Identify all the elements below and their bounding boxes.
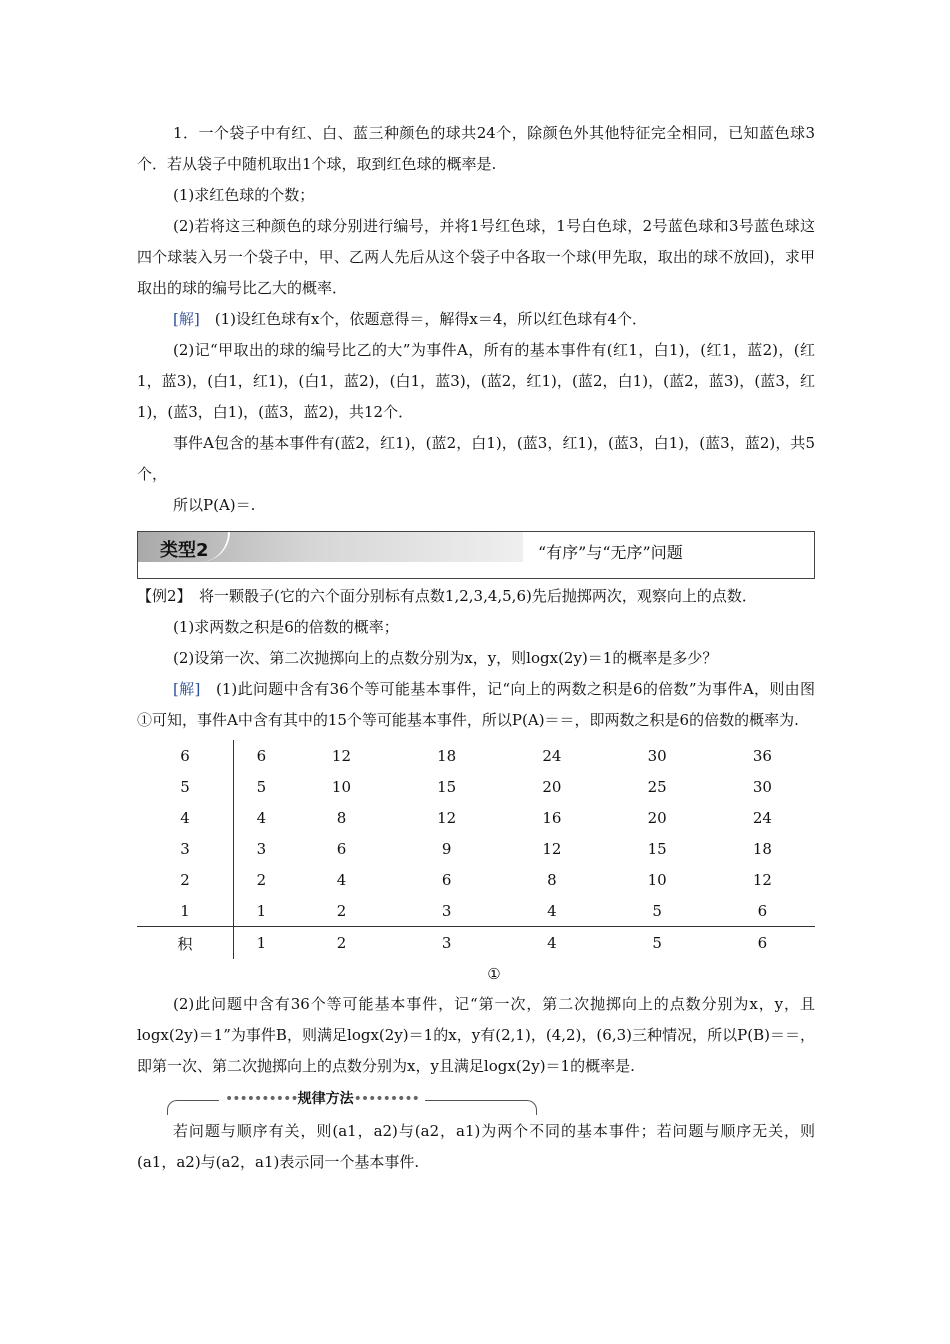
table-cell: 6 bbox=[256, 746, 267, 765]
table-cell: 20 bbox=[542, 777, 562, 796]
table-cell: 12 bbox=[542, 839, 562, 858]
problem1-solution-4: 所以P(A)＝. bbox=[173, 496, 256, 514]
table-cell: 2 bbox=[137, 864, 234, 895]
table-cell: 15 bbox=[647, 839, 667, 858]
table-cell: 6 bbox=[710, 895, 815, 927]
example2-solution-2: (2)此问题中含有36个等可能基本事件，记“第一次，第二次抛掷向上的点数分别为x，y，且logx(2y)＝1”为事件B，则满足logx(2y)＝1的x，y有(2,1)，(4,2)，(6,3)三种情况，所以P(B)＝＝，即第一次、第二次抛掷向上的点数分别为x，y且满足logx(2y)＝1的概率是. bbox=[137, 995, 815, 1075]
table-row bbox=[137, 771, 815, 802]
table-footer-cell: 6 bbox=[757, 934, 768, 952]
solution-tag: [解] bbox=[173, 310, 200, 328]
table-cell: 6 bbox=[441, 870, 452, 889]
problem1-solution-1 bbox=[137, 304, 815, 335]
table-footer-cell: 积 bbox=[137, 927, 234, 960]
table-cell: 30 bbox=[647, 746, 667, 765]
problem1-intro: 1．一个袋子中有红、白、蓝三种颜色的球共24个，除颜色外其他特征完全相同，已知蓝色球3个．若从袋子中随机取出1个球，取到红色球的概率是. bbox=[137, 124, 815, 173]
table-cell: 5 bbox=[137, 771, 234, 802]
figure-caption: ① bbox=[487, 965, 501, 983]
table-row bbox=[137, 833, 815, 864]
table-cell: 10 bbox=[647, 870, 667, 889]
table-row bbox=[137, 864, 815, 895]
table-cell: 4 bbox=[336, 870, 347, 889]
rule-dots-right: ••••••••• bbox=[353, 1091, 419, 1107]
table-footer-cell: 1 bbox=[256, 934, 267, 952]
solution-text: (1)设红色球有x个，依题意得＝，解得x＝4，所以红色球有4个． bbox=[199, 310, 647, 328]
table-cell: 5 bbox=[605, 895, 710, 927]
table-cell: 12 bbox=[752, 870, 772, 889]
table-cell: 6 bbox=[336, 839, 347, 858]
problem1-solution-2: (2)记“甲取出的球的编号比乙的大”为事件A，所有的基本事件有(红1，白1)，(红1，蓝2)，(红1，蓝3)，(白1，红1)，(白1，蓝2)，(白1，蓝3)，(蓝2，红1)，(蓝2，白1)，(蓝2，蓝3)，(蓝3，红1)，(蓝3，白1)，(蓝3，蓝2)，共12个． bbox=[137, 341, 815, 421]
product-table bbox=[137, 740, 815, 959]
table-cell: 3 bbox=[394, 895, 499, 927]
table-row bbox=[137, 895, 815, 927]
table-footer-cell: 4 bbox=[547, 934, 557, 952]
table-cell: 1 bbox=[137, 895, 234, 927]
table-cell: 24 bbox=[752, 808, 772, 827]
table-cell: 10 bbox=[331, 777, 352, 796]
example2-question-1: (1)求两数之积是6的倍数的概率； bbox=[173, 618, 399, 636]
table-cell: 20 bbox=[647, 808, 667, 827]
rule-text: 若问题与顺序有关，则(a1，a2)与(a2，a1)为两个不同的基本事件；若问题与顺序无关，则(a1，a2)与(a2，a1)表示同一个基本事件. bbox=[137, 1122, 815, 1171]
table-cell: 8 bbox=[336, 808, 347, 827]
table-row bbox=[137, 740, 815, 771]
table-cell: 4 bbox=[137, 802, 234, 833]
table-cell: 15 bbox=[437, 777, 457, 796]
table-cell: 2 bbox=[256, 870, 267, 889]
table-cell: 12 bbox=[331, 746, 352, 765]
table-footer-row bbox=[137, 927, 815, 960]
table-cell: 12 bbox=[437, 808, 457, 827]
section-label: 类型2 bbox=[160, 540, 209, 561]
example2-head: 【例2】 将一颗骰子(它的六个面分别标有点数1,2,3,4,5,6)先后抛掷两次，观察向上的点数． bbox=[137, 587, 757, 605]
table-cell: 4 bbox=[256, 808, 267, 827]
table-cell: 3 bbox=[256, 839, 267, 858]
problem1-solution-3: 事件A包含的基本事件有(蓝2，红1)，(蓝2，白1)，(蓝3，红1)，(蓝3，白1)，(蓝3，蓝2)，共5个， bbox=[137, 434, 815, 483]
example2-question-2: (2)设第一次、第二次抛掷向上的点数分别为x，y，则logx(2y)＝1的概率是多少？ bbox=[173, 649, 718, 667]
rule-label: 规律方法 bbox=[297, 1091, 354, 1107]
section-header bbox=[137, 531, 815, 579]
table-cell: 8 bbox=[547, 870, 557, 889]
table-cell: 6 bbox=[137, 740, 234, 771]
example2-solution-1 bbox=[137, 674, 815, 736]
table-row bbox=[137, 802, 815, 833]
section-title: “有序”与“无序”问题 bbox=[538, 543, 683, 562]
table-cell: 4 bbox=[499, 895, 604, 927]
table-cell: 36 bbox=[752, 746, 772, 765]
table-cell: 9 bbox=[441, 839, 452, 858]
table-cell: 16 bbox=[542, 808, 562, 827]
problem1-question-2: (2)若将这三种颜色的球分别进行编号，并将1号红色球，1号白色球，2号蓝色球和3号蓝色球这四个球装入另一个袋子中，甲、乙两人先后从这个袋子中各取一个球(甲先取，取出的球不放回)，求甲取出的球的编号比乙大的概率． bbox=[137, 217, 815, 297]
table-cell: 5 bbox=[256, 777, 267, 796]
rule-header bbox=[167, 1088, 537, 1116]
table-footer-cell: 2 bbox=[336, 934, 347, 952]
table-cell: 18 bbox=[752, 839, 772, 858]
solution-tag: [解] bbox=[173, 680, 201, 698]
table-cell: 3 bbox=[137, 833, 234, 864]
table-cell: 2 bbox=[289, 895, 394, 927]
document-page bbox=[137, 118, 815, 1178]
table-cell: 18 bbox=[437, 746, 457, 765]
rule-label-group bbox=[219, 1088, 425, 1108]
solution-text: (1)此问题中含有36个等可能基本事件，记“向上的两数之积是6的倍数”为事件A，则由图①可知，事件A中含有其中的15个等可能基本事件，所以P(A)＝＝，即两数之积是6的倍数的概率为. bbox=[137, 680, 815, 729]
table-cell: 30 bbox=[752, 777, 772, 796]
problem1-question-1: (1)求红色球的个数； bbox=[173, 186, 315, 204]
table-footer-cell: 5 bbox=[652, 934, 662, 952]
table-cell: 1 bbox=[234, 895, 289, 927]
table-cell: 24 bbox=[542, 746, 562, 765]
table-footer-cell: 3 bbox=[441, 934, 452, 952]
rule-dots-left: •••••••••• bbox=[225, 1091, 298, 1107]
table-cell: 25 bbox=[647, 777, 667, 796]
